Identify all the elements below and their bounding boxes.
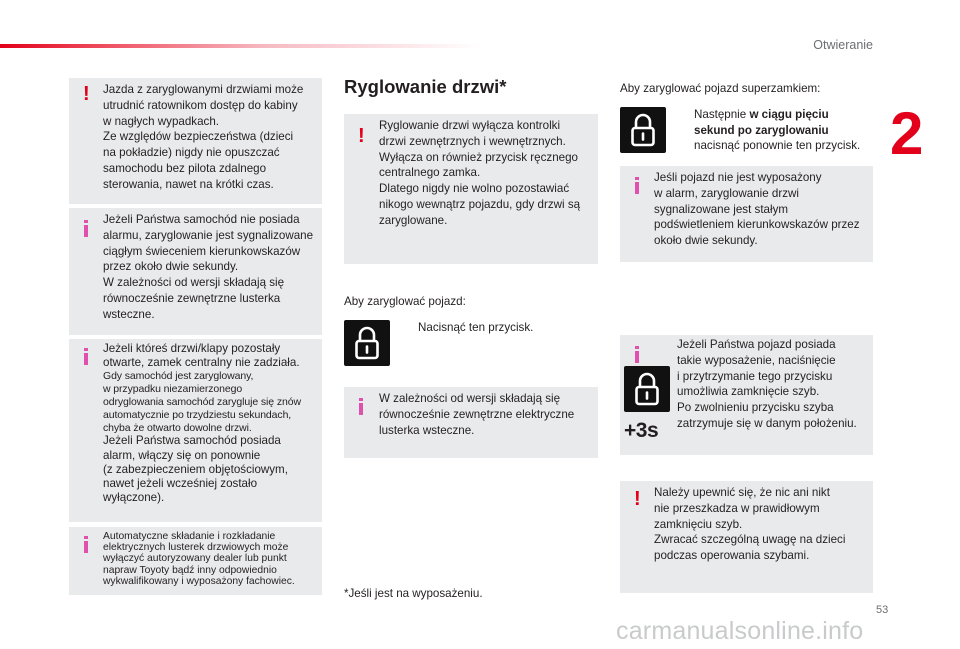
left-warning-text: Jazda z zaryglowanymi drzwiami może utrudnić ratownikom dostęp do kabiny w nagłych wypadkach. Ze względów bezpieczeństwa (dzieci na pokładzie) nigdy nie opuszczać samochodu bez pilota zdalnego sterowania, nawet na krótki czas. xyxy=(103,83,304,191)
left-info-box-1 xyxy=(69,208,322,335)
info-icon xyxy=(84,348,88,365)
superlock-step: Następnie w ciągu pięciu sekund po zaryglowaniu nacisnąć ponownie ten przycisk. xyxy=(694,108,861,152)
watermark: carmanualsonline.info xyxy=(616,617,864,645)
lock-step-text: Nacisnąć ten przycisk. xyxy=(418,321,534,334)
hold-3s-label: +3s xyxy=(624,419,659,442)
left-info-text-3: Automatyczne składanie i rozkładanie elektrycznych lusterek drzwiowych może wyłączyć autoryzowany dealer lub punkt napraw Toyoty bądź inny odpowiednio wykwalifikowany i wyposażony fachowiec. xyxy=(103,531,295,587)
superlock-intro: Aby zaryglować pojazd superzamkiem: xyxy=(620,82,821,95)
lock-button-image xyxy=(620,107,666,153)
page-heading: Ryglowanie drzwi* xyxy=(344,76,507,97)
chapter-number: 2 xyxy=(890,100,924,167)
middle-info-text: W zależności od wersji składają się równocześnie zewnętrzne elektryczne lusterka wsteczne. xyxy=(379,392,575,437)
left-warning-box xyxy=(69,78,322,204)
left-info-box-2 xyxy=(69,339,322,522)
left-info-text-2: Jeżeli któreś drzwi/klapy pozostały otwarte, zamek centralny nie zadziała. Gdy samochód jest zaryglowany, w przypadku niezamierzonego odryglowania samochód zarygluje się znów automatycznie po trzydziestu sekundach, chyba że otwarto dowolne drzwi. Jeżeli Państwa samochód posiada alarm, włączy się on ponownie (z zabezpieczeniem objętościowym, nawet jeżeli wcześniej zostało wyłączone). xyxy=(103,342,301,505)
info-icon xyxy=(359,398,363,415)
info-icon xyxy=(84,220,88,237)
left-info-box-3 xyxy=(69,527,322,595)
left-info-text-1: Jeżeli Państwa samochód nie posiada alarmu, zaryglowanie jest sygnalizowane ciągłym świeceniem kierunkowskazów przez około dwie sekundy. W zależności od wersji składają się równocześnie zewnętrzne lusterka wsteczne. xyxy=(103,213,314,321)
right-warning-box xyxy=(620,481,873,593)
warning-icon: ! xyxy=(83,83,90,105)
header-accent-bar xyxy=(0,44,480,48)
info-icon xyxy=(635,177,639,194)
right-info-text-1: Jeśli pojazd nie jest wyposażony w alarm, zaryglowanie drzwi sygnalizowane jest stałym podświetleniem kierunkowskazów przez około dwie sekundy. xyxy=(654,171,860,248)
lock-intro: Aby zaryglować pojazd: xyxy=(344,295,466,308)
middle-info-box xyxy=(344,387,598,458)
lock-button-image xyxy=(624,366,670,412)
right-info-text-2: Jeżeli Państwa pojazd posiada takie wyposażenie, naciśnięcie i przytrzymanie tego przycisku umożliwia zamknięcie szyb. Po zwolnieniu przycisku szyba zatrzymuje się w danym położeniu. xyxy=(677,338,857,430)
info-icon xyxy=(635,346,639,363)
right-info-box-1 xyxy=(620,166,873,262)
lock-step xyxy=(398,320,533,336)
middle-warning-text: Ryglowanie drzwi wyłącza kontrolki drzwi zewnętrznych i wewnętrznych. Wyłącza on również przycisk ręcznego centralnego zamka. Dlatego nigdy nie wolno pozostawiać nikogo wewnątrz pojazdu, gdy drzwi są zaryglowane. xyxy=(379,119,581,227)
lock-button-image xyxy=(344,320,390,366)
footnote: *Jeśli jest na wyposażeniu. xyxy=(344,587,483,600)
info-icon xyxy=(84,536,88,553)
middle-warning-box xyxy=(344,114,598,264)
warning-icon: ! xyxy=(634,488,641,510)
page-number: 53 xyxy=(876,604,889,616)
warning-icon: ! xyxy=(358,125,365,147)
right-info-box-2 xyxy=(620,335,873,455)
right-warning-text: Należy upewnić się, że nic ani nikt nie przeszkadza w prawidłowym zamknięciu szyb. Zwracać szczególną uwagę na dzieci podczas operowania szybami. xyxy=(654,486,846,563)
section-title: Otwieranie xyxy=(813,38,873,52)
